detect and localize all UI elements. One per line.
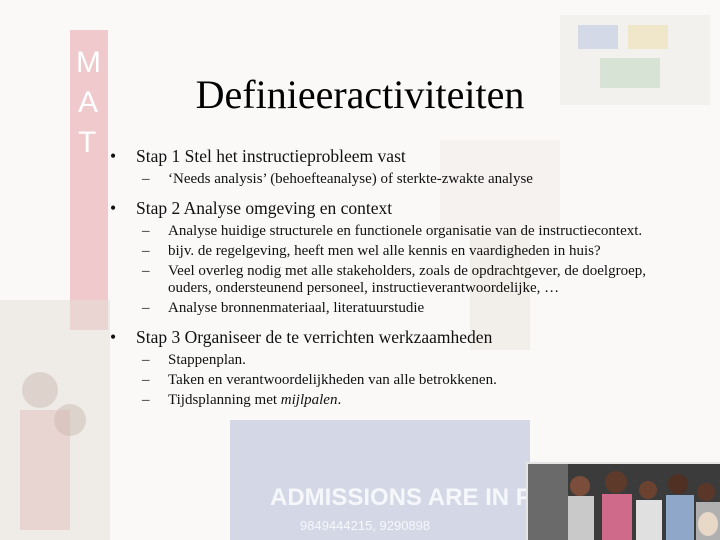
sub-item-text: Veel overleg nodig met alle stakeholders, zoals de opdrachtgever, de doelgroep, ouders, ondersteunend personeel, instructieverantwoordelijke, … bbox=[168, 263, 646, 296]
bullet-item bbox=[110, 146, 680, 167]
bullet-glyph: • bbox=[110, 146, 117, 166]
sub-item bbox=[142, 263, 680, 297]
sub-item bbox=[142, 243, 680, 260]
sub-item-text: . bbox=[337, 392, 342, 408]
dash-glyph: – bbox=[142, 223, 150, 239]
sub-item-text: Analyse bronnenmateriaal, literatuurstudie bbox=[168, 300, 425, 316]
sub-item bbox=[142, 352, 680, 369]
bullet-item bbox=[110, 198, 680, 219]
bullet-text: Stap 3 Organiseer de te verrichten werkzaamheden bbox=[136, 327, 493, 347]
sub-item bbox=[142, 392, 680, 409]
sub-item-text: Tijdsplanning met bbox=[168, 392, 281, 408]
sub-item-text: ‘Needs analysis’ (behoefteanalyse) of sterkte-zwakte analyse bbox=[168, 171, 533, 187]
dash-glyph: – bbox=[142, 372, 150, 388]
dash-glyph: – bbox=[142, 243, 150, 259]
sub-item-text: Taken en verantwoordelijkheden van alle betrokkenen. bbox=[168, 372, 497, 388]
sub-item-text: mijlpalen bbox=[280, 392, 338, 408]
classroom-photo bbox=[526, 462, 720, 540]
sub-item bbox=[142, 300, 680, 317]
sub-item bbox=[142, 171, 680, 188]
sub-item bbox=[142, 372, 680, 389]
sub-item-text: Analyse huidige structurele en functionele organisatie van de instructiecontext. bbox=[168, 223, 643, 239]
slide-title: Definieeractiviteiten bbox=[195, 72, 525, 117]
bullet-item bbox=[110, 327, 680, 348]
bullet-glyph: • bbox=[110, 327, 117, 347]
dash-glyph: – bbox=[142, 392, 150, 408]
dash-glyph: – bbox=[142, 171, 150, 187]
dash-glyph: – bbox=[142, 300, 150, 316]
dash-glyph: – bbox=[142, 352, 150, 368]
bullet-text: Stap 1 Stel het instructieprobleem vast bbox=[136, 146, 406, 166]
dash-glyph: – bbox=[142, 263, 150, 279]
sub-item bbox=[142, 223, 680, 240]
sub-item-text: bijv. de regelgeving, heeft men wel alle kennis en vaardigheden in huis? bbox=[168, 243, 601, 259]
bullet-glyph: • bbox=[110, 198, 117, 218]
sub-item-text: Stappenplan. bbox=[168, 352, 246, 368]
bullet-list bbox=[110, 146, 680, 409]
bullet-text: Stap 2 Analyse omgeving en context bbox=[136, 198, 393, 218]
sub-list bbox=[142, 171, 680, 188]
sub-list bbox=[142, 352, 680, 409]
sub-list bbox=[142, 223, 680, 317]
